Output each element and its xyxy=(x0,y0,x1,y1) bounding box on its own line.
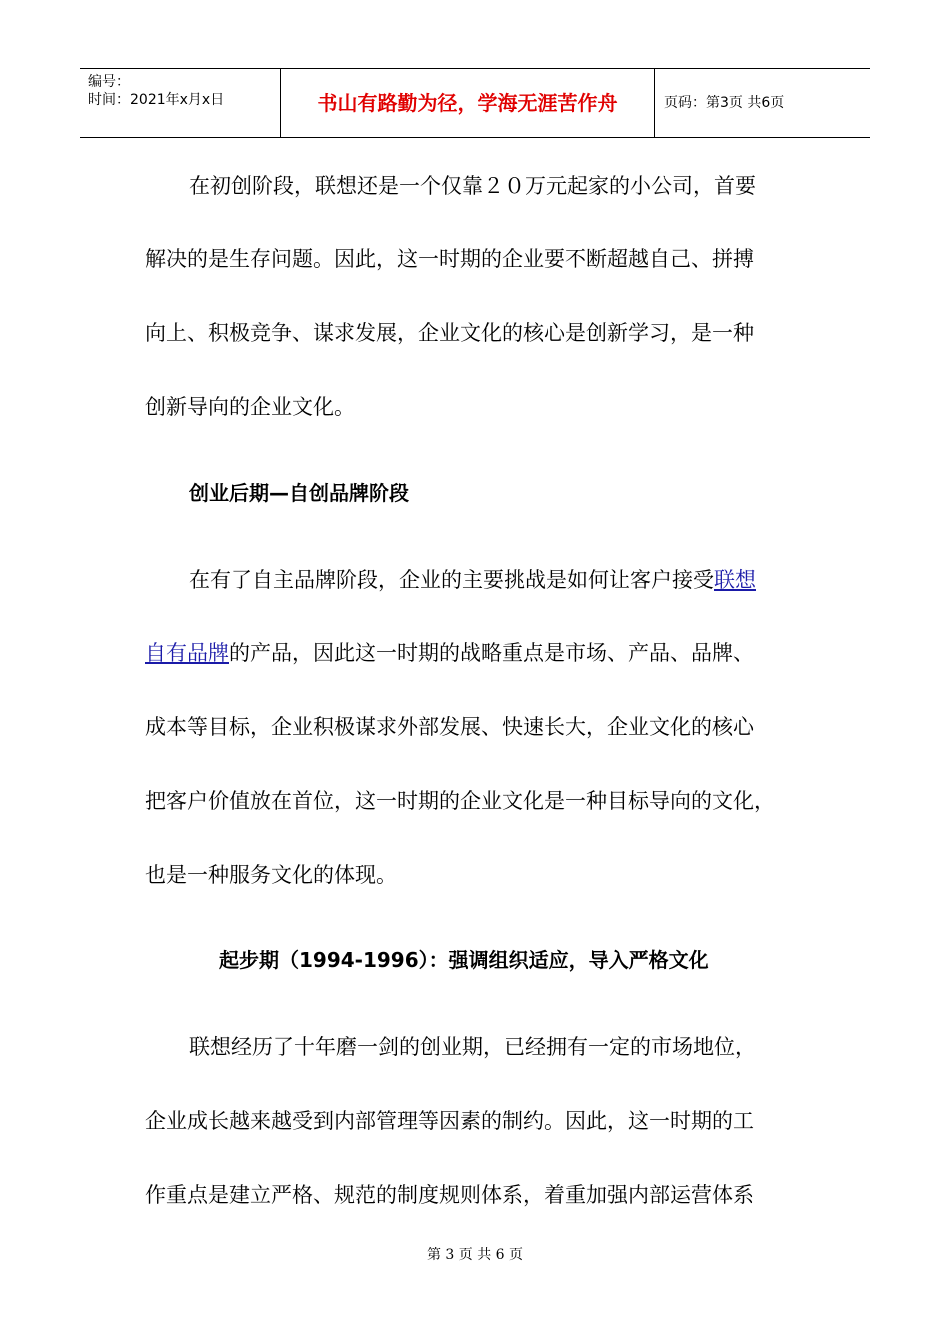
page-info: 页码：第3页 共6页 xyxy=(664,95,785,111)
motto-text: 书山有路勤为径，学海无涯苦作舟 xyxy=(317,91,618,115)
header-meta-cell xyxy=(80,69,280,137)
text-line: 企业成长越来越受到内部管理等因素的制约。因此，这一时期的工 xyxy=(145,1109,754,1133)
page-footer: 第 3 页 共 6 页 xyxy=(426,1247,524,1263)
text-line: 解决的是生存问题。因此，这一时期的企业要不断超越自己、拼搏 xyxy=(145,247,754,271)
lenovo-link[interactable]: 联想 xyxy=(714,568,756,592)
text-line: 创新导向的企业文化。 xyxy=(145,395,355,419)
text-line: 在初创阶段，联想还是一个仅靠２０万元起家的小公司，首要 xyxy=(189,174,756,198)
text-line: 联想经历了十年磨一剑的创业期，已经拥有一定的市场地位， xyxy=(189,1035,756,1059)
page-header xyxy=(80,68,870,138)
header-page-cell xyxy=(654,69,870,137)
text-line xyxy=(145,638,754,668)
section-heading-early-period: 起步期（1994-1996）：强调组织适应，导入严格文化 xyxy=(219,948,709,972)
doc-number-label: 编号： xyxy=(88,74,130,90)
text-segment: 在有了自主品牌阶段，企业的主要挑战是如何让客户接受 xyxy=(189,568,714,592)
text-line: 成本等目标，企业积极谋求外部发展、快速长大，企业文化的核心 xyxy=(145,715,754,739)
text-line: 向上、积极竞争、谋求发展，企业文化的核心是创新学习，是一种 xyxy=(145,321,754,345)
own-brand-link[interactable]: 自有品牌 xyxy=(145,641,229,665)
text-line: 把客户价值放在首位，这一时期的企业文化是一种目标导向的文化， xyxy=(145,789,775,813)
text-line: 作重点是建立严格、规范的制度规则体系，着重加强内部运营体系 xyxy=(145,1183,754,1207)
text-segment: 的产品，因此这一时期的战略重点是市场、产品、品牌、 xyxy=(229,641,754,665)
header-motto-cell xyxy=(280,69,655,137)
doc-time-label: 时间：2021年x月x日 xyxy=(88,92,225,108)
text-line xyxy=(189,565,756,595)
text-line: 也是一种服务文化的体现。 xyxy=(145,863,397,887)
section-heading-brand-stage: 创业后期—自创品牌阶段 xyxy=(189,481,409,505)
